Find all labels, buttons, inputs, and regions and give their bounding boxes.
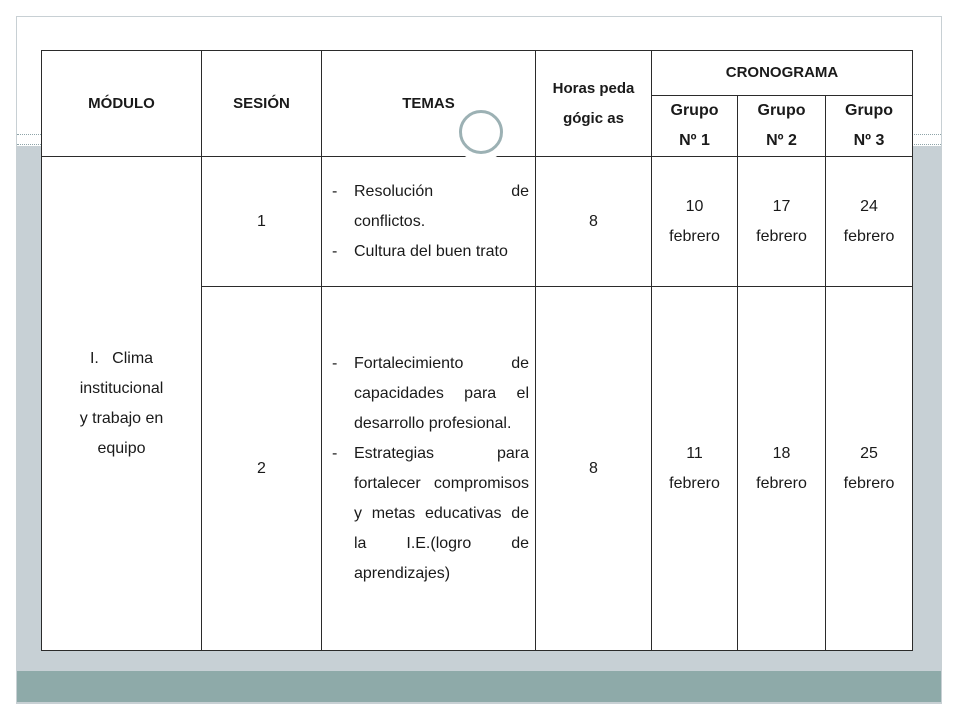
temas-2-item-2-text: - Estrategias para fortalecer compromisos y metas educativas de la I.E.(logro de aprendizajes): [354, 444, 529, 582]
header-horas: [536, 51, 652, 157]
modulo-line1: [42, 344, 201, 374]
fecha-2-grupo-2-day: 18: [772, 444, 791, 462]
horas-1: 8: [536, 157, 652, 287]
header-sesion: SESIÓN: [202, 51, 322, 157]
table-row-session-1: [42, 157, 913, 287]
grupo-3-line1: Grupo: [845, 102, 893, 119]
temas-1-list: [322, 177, 535, 267]
temas-2: [322, 287, 536, 651]
fecha-1-grupo-1-day: 10: [685, 197, 704, 215]
fecha-2-grupo-2-month: febrero: [756, 474, 807, 492]
circle-ornament-icon: [452, 103, 510, 161]
temas-1-item-2-text: - Cultura del buen trato: [354, 242, 508, 260]
fecha-1-grupo-3: [826, 157, 913, 287]
fecha-1-grupo-2-day: 17: [772, 197, 791, 215]
modulo-title-line2: institucional: [79, 379, 164, 397]
temas-2-item-2: [332, 439, 529, 589]
header-cronograma: CRONOGRAMA: [652, 51, 913, 96]
grupo-2-line2: Nº 2: [766, 132, 797, 149]
temas-2-item-1: [332, 349, 529, 439]
fecha-2-grupo-2: [738, 287, 826, 651]
fecha-2-grupo-3: [826, 287, 913, 651]
temas-1-item-1: [332, 177, 529, 237]
grupo-1-line2: Nº 1: [679, 132, 710, 149]
modulo-title-line1: Clima: [112, 349, 154, 367]
slide-footer-bar: [17, 671, 941, 702]
sesion-2: 2: [202, 287, 322, 651]
fecha-2-grupo-3-day: 25: [860, 444, 878, 462]
header-row: [42, 51, 913, 96]
modulo-title-line3: y trabajo en: [79, 409, 164, 427]
fecha-2-grupo-1-day: 11: [686, 444, 703, 462]
grupo-3-line2: Nº 3: [853, 132, 885, 149]
horas-2: 8: [536, 287, 652, 651]
modulo-title-line4: equipo: [97, 439, 146, 457]
fecha-1-grupo-1-month: febrero: [669, 227, 720, 245]
modulo-number: I.: [89, 349, 99, 367]
fecha-2-grupo-3-month: febrero: [843, 474, 895, 492]
header-modulo: MÓDULO: [42, 51, 202, 157]
fecha-1-grupo-3-month: febrero: [843, 227, 895, 245]
header-temas: TEMAS: [322, 51, 536, 157]
header-horas-text: Horas pedagógic as: [552, 79, 635, 127]
header-grupo-3: [826, 96, 913, 157]
temas-2-item-1-text: - Fortalecimiento de capacidades para el desarrollo profesional.: [354, 354, 529, 432]
fecha-2-grupo-1-month: febrero: [669, 474, 720, 492]
header-grupo-2: [738, 96, 826, 157]
grupo-1-line1: Grupo: [670, 102, 719, 119]
footer-divider: [17, 702, 941, 703]
fecha-1-grupo-2-month: febrero: [756, 227, 807, 245]
fecha-2-grupo-1: [652, 287, 738, 651]
grupo-2-line1: Grupo: [757, 102, 806, 119]
header-grupo-1: [652, 96, 738, 157]
fecha-1-grupo-2: [738, 157, 826, 287]
temas-1-item-2: [332, 237, 529, 267]
fecha-1-grupo-1: [652, 157, 738, 287]
modulo-cell: [42, 157, 202, 651]
temas-1-item-1-text: - Resolución de conflictos.: [354, 182, 529, 230]
sesion-1: 1: [202, 157, 322, 287]
temas-2-list: [322, 349, 535, 589]
temas-1: [322, 157, 536, 287]
fecha-1-grupo-3-day: 24: [860, 197, 878, 215]
